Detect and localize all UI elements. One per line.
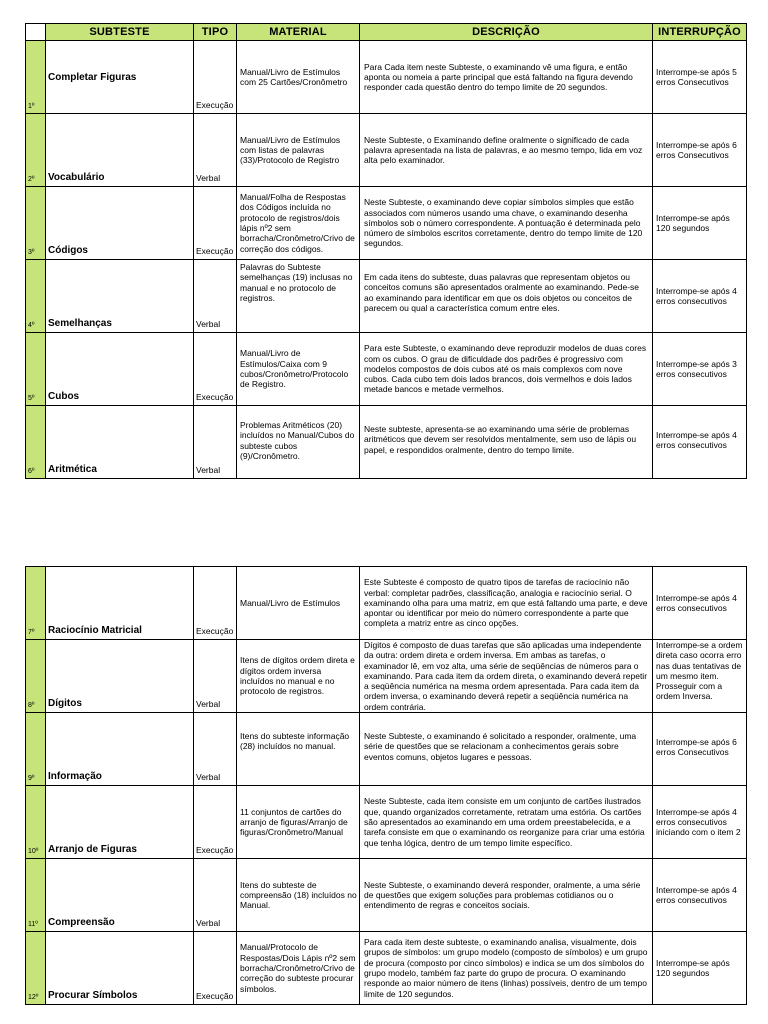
subtest-interruption: Interrompe-se após 6 erros Consecutivos xyxy=(653,713,747,786)
row-number: 10º xyxy=(26,786,46,859)
row-number: 6º xyxy=(26,406,46,479)
header-tipo: TIPO xyxy=(194,24,237,41)
subtest-name: Procurar Símbolos xyxy=(46,932,194,1005)
subtest-type: Verbal xyxy=(194,640,237,713)
row-number: 2º xyxy=(26,114,46,187)
header-descricao: DESCRIÇÃO xyxy=(360,24,653,41)
table-row xyxy=(26,333,747,406)
subtest-interruption: Interrompe-se após 4 erros consecutivos xyxy=(653,406,747,479)
header-material: MATERIAL xyxy=(237,24,360,41)
header-row xyxy=(26,24,747,41)
subtest-name: Informação xyxy=(46,713,194,786)
subtest-name: Códigos xyxy=(46,187,194,260)
subtest-description: Neste subteste, apresenta-se ao examinando uma série de problemas aritméticos que devem ser resolvidos mentalmente, sem uso de lápis ou papel, e respondidos oralmente, dentro do tempo limite. xyxy=(360,406,653,479)
subtest-type: Execução xyxy=(194,333,237,406)
subtest-name: Dígitos xyxy=(46,640,194,713)
row-number: 12º xyxy=(26,932,46,1005)
subtest-material: Manual/Livro de Estímulos com 25 Cartões/Cronômetro xyxy=(237,41,360,114)
subtest-description: Neste Subteste, o examinando deverá responder, oralmente, a uma série de questões que exigem soluções para problemas cotidianos ou o entendimento de regras e conceitos sociais. xyxy=(360,859,653,932)
row-number: 1º xyxy=(26,41,46,114)
subtests-table-1 xyxy=(25,23,747,479)
header-interrupcao: INTERRUPÇÃO xyxy=(653,24,747,41)
row-number: 4º xyxy=(26,260,46,333)
subtest-type: Verbal xyxy=(194,713,237,786)
subtest-material: Itens de dígitos ordem direta e dígitos ordem inversa incluídos no manual e no protocolo de registros. xyxy=(237,640,360,713)
subtest-description: Neste Subteste, cada item consiste em um conjunto de cartões ilustrados que, quando organizados corretamente, retratam uma estória. Os cartões são apresentados ao examinando em uma ordem preestabelecida, e a tarefa consiste em que o examinando os reorganize para criar uma estória que tenha lógica, dentro de um tempo limite específico. xyxy=(360,786,653,859)
subtest-material: Problemas Aritméticos (20) incluídos no Manual/Cubos do subteste cubos (9)/Cronômetro. xyxy=(237,406,360,479)
subtest-description: Neste Subteste, o examinando deve copiar símbolos simples que estão associados com números usando uma chave, o examinando desenha símbolos sob o número correspondente. A pontuação é determinada pelo número de símbolos escritos corretamente, dentro do tempo limite de 120 segundos. xyxy=(360,187,653,260)
table-row xyxy=(26,786,747,859)
subtest-interruption: Interrompe-se após 120 segundos xyxy=(653,932,747,1005)
table-row xyxy=(26,859,747,932)
subtest-interruption: Interrompe-se após 4 erros consecutivos xyxy=(653,859,747,932)
subtest-description: Em cada itens do subteste, duas palavras que representam objetos ou conceitos comuns são apresentados oralmente ao examinando. Pede-se ao examinando para identificar em que os dois objetos ou conceitos de parecem ou qual a característica comum entre eles. xyxy=(360,260,653,333)
subtest-description: Para este Subteste, o examinando deve reproduzir modelos de duas cores com os cubos. O grau de dificuldade dos padrões é progressivo com modelos compostos de dois cubos até os mais complexos com nove cubos. Cada cubo tem dois lados brancos, dois vermelhos e dois lados metade bancos e metade vermelhos. xyxy=(360,333,653,406)
table-row xyxy=(26,260,747,333)
subtest-name: Cubos xyxy=(46,333,194,406)
subtest-interruption: Interrompe-se após 120 segundos xyxy=(653,187,747,260)
subtest-type: Execução xyxy=(194,187,237,260)
subtest-description: Dígitos é composto de duas tarefas que são aplicadas uma independente da outra: ordem direta e ordem inversa. Em ambas as tarefas, o examinador lê, em voz alta, uma série de seqüências de números para o examinando. Para cada item da ordem direta, o examinando deverá repetir a seqüência numérica na mesma ordem apresentada. Para cada item da ordem inversa, o examinando deverá repetir a seqüência numérica na ordem contrária. xyxy=(360,640,653,713)
subtest-type: Execução xyxy=(194,567,237,640)
row-number: 9º xyxy=(26,713,46,786)
table-row xyxy=(26,114,747,187)
row-number: 8º xyxy=(26,640,46,713)
table-row xyxy=(26,640,747,713)
table-row xyxy=(26,713,747,786)
subtest-material: Manual/Livro de Estímulos com listas de palavras (33)/Protocolo de Registro xyxy=(237,114,360,187)
subtest-type: Execução xyxy=(194,41,237,114)
subtest-type: Verbal xyxy=(194,260,237,333)
subtest-interruption: Interrompe-se após 5 erros Consecutivos xyxy=(653,41,747,114)
row-number: 11º xyxy=(26,859,46,932)
subtest-interruption: Interrompe-se após 3 erros consecutivos xyxy=(653,333,747,406)
header-subteste: SUBTESTE xyxy=(46,24,194,41)
subtest-name: Arranjo de Figuras xyxy=(46,786,194,859)
table-row xyxy=(26,406,747,479)
subtest-name: Vocabulário xyxy=(46,114,194,187)
subtest-interruption: Interrompe-se após 6 erros Consecutivos xyxy=(653,114,747,187)
subtest-type: Verbal xyxy=(194,114,237,187)
header-number xyxy=(26,24,46,41)
subtest-interruption: Interrompe-se após 4 erros consecutivos xyxy=(653,567,747,640)
subtest-description: Para cada item deste subteste, o examinando analisa, visualmente, dois grupos de símbolos: um grupo modelo (composto de símbolos) e um grupo de procura (composto por cinco símbolos) e indica se um dos símbolos do grupo modelo, também faz parte do grupo de procura. O examinando responde ao maior número de itens (linhas) possíveis, dentro de um tempo limite de 120 segundos. xyxy=(360,932,653,1005)
subtest-material: Manual/Livro de Estímulos/Caixa com 9 cubos/Cronômetro/Protocolo de Registro. xyxy=(237,333,360,406)
subtest-type: Execução xyxy=(194,932,237,1005)
subtest-name: Raciocínio Matricial xyxy=(46,567,194,640)
subtest-name: Semelhanças xyxy=(46,260,194,333)
subtest-description: Para Cada item neste Subteste, o examinando vê uma figura, e então aponta ou nomeia a parte principal que está faltando na figura devendo responder cada questão dentro do tempo limite de 20 segundos. xyxy=(360,41,653,114)
subtest-description: Este Subteste é composto de quatro tipos de tarefas de raciocínio não verbal: completar padrões, classificação, analogia e raciocínio serial. O examinando olha para uma matriz, em que está faltando uma parte, e deve apontar ou identificar por meio do número correspondente a parte que completa a matriz entre as cinco opções. xyxy=(360,567,653,640)
subtest-interruption: Interrompe-se após 4 erros consecutivos xyxy=(653,260,747,333)
row-number: 7º xyxy=(26,567,46,640)
subtest-name: Compreensão xyxy=(46,859,194,932)
subtest-material: Itens do subteste de compreensão (18) incluídos no Manual. xyxy=(237,859,360,932)
subtest-material: Manual/Livro de Estímulos xyxy=(237,567,360,640)
subtest-material: Palavras do Subteste semelhanças (19) inclusas no manual e no protocolo de registros. xyxy=(237,260,360,333)
row-number: 3º xyxy=(26,187,46,260)
subtest-interruption: Interrompe-se após 4 erros consecutivos iniciando com o item 2 xyxy=(653,786,747,859)
subtest-description: Neste Subteste, o Examinando define oralmente o significado de cada palavra apresentada na lista de palavras, e ao mesmo tempo, lida em voz alta pelo examinador. xyxy=(360,114,653,187)
subtest-material: 11 conjuntos de cartões do arranjo de figuras/Arranjo de figuras/Cronômetro/Manual xyxy=(237,786,360,859)
subtest-description: Neste Subteste, o examinando é solicitado a responder, oralmente, uma série de questões que se relacionam a conhecimentos gerais sobre eventos comuns, objetos lugares e pessoas. xyxy=(360,713,653,786)
table-row xyxy=(26,567,747,640)
subtest-type: Verbal xyxy=(194,859,237,932)
subtest-material: Manual/Protocolo de Respostas/Dois Lápis nº2 sem borracha/Cronômetro/Crivo de correção do subteste procurar símbolos. xyxy=(237,932,360,1005)
subtest-material: Manual/Folha de Respostas dos Códigos incluída no protocolo de registros/dois lápis nº2 sem borracha/Cronômetro/Crivo de correção dos códigos. xyxy=(237,187,360,260)
table-row xyxy=(26,41,747,114)
subtest-material: Itens do subteste informação (28) incluídos no manual. xyxy=(237,713,360,786)
table-row xyxy=(26,932,747,1005)
subtest-type: Verbal xyxy=(194,406,237,479)
subtest-interruption: Interrompe-se a ordem direta caso ocorra erro nas duas tentativas de um mesmo item. Prosseguir com a ordem Inversa. xyxy=(653,640,747,713)
row-number: 5º xyxy=(26,333,46,406)
subtest-name: Completar Figuras xyxy=(46,41,194,114)
subtest-name: Aritmética xyxy=(46,406,194,479)
subtest-type: Execução xyxy=(194,786,237,859)
table-row xyxy=(26,187,747,260)
subtests-table-2 xyxy=(25,566,747,1005)
